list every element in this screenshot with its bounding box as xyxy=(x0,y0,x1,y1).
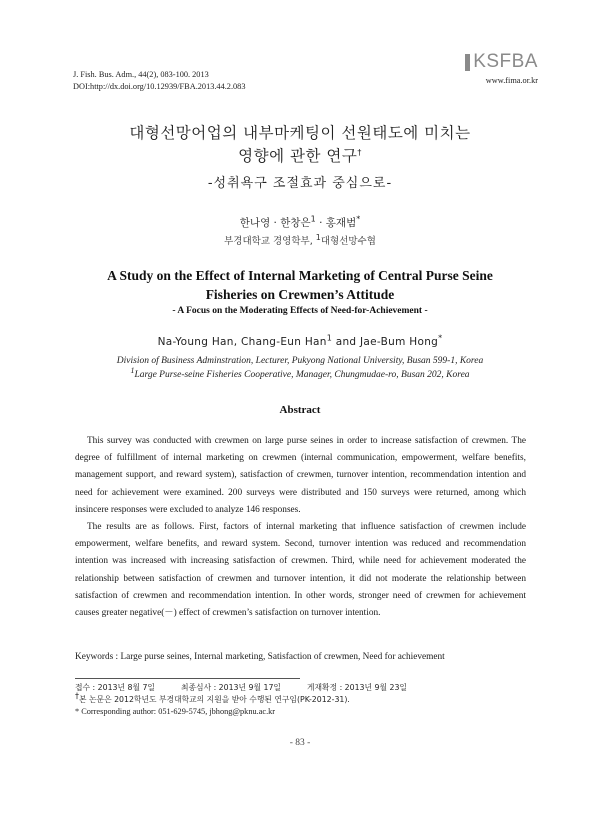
english-title xyxy=(0,266,600,304)
korean-title-line2: 영향에 관한 연구† xyxy=(238,147,362,165)
funding-note: †본 논문은 2012학년도 부경대학교의 지원을 받아 수행된 연구임(PK-2012-31). xyxy=(75,691,350,704)
english-authors: Na-Young Han, Chang-Eun Han$^1$ and Jae-Bum Hong* xyxy=(157,333,443,348)
english-affiliations xyxy=(0,354,600,382)
received-date: 접수 : 2013년 8월 7일 xyxy=(75,683,155,692)
korean-title-line1: 대형선망어업의 내부마케팅이 선원태도에 미치는 xyxy=(129,124,471,142)
english-subtitle: - A Focus on the Moderating Effects of Need-for-Achievement - xyxy=(172,306,428,316)
abstract-body xyxy=(75,433,526,622)
website-link[interactable]: www.fima.or.kr xyxy=(485,75,538,85)
affiliation-line2: $^1$Large Purse-seine Fisheries Cooperative, Manager, Chungmudae-ro, Busan 202, Korea xyxy=(130,365,470,380)
footnote-divider xyxy=(75,678,300,679)
affiliation-line1: Division of Business Adminstration, Lecturer, Pukyong National University, Busan 599-1, Korea xyxy=(116,356,484,366)
submission-dates xyxy=(75,682,433,694)
revised-date: 최종심사 : 2013년 9월 17일 xyxy=(180,683,281,692)
author-name: 홍재범 xyxy=(325,217,357,229)
korean-title xyxy=(0,122,600,168)
english-title-line1: A Study on the Effect of Internal Marketing of Central Purse Seine xyxy=(107,268,493,283)
korean-subtitle: -성취욕구 조절효과 중심으로- xyxy=(207,176,393,191)
doi-link[interactable]: DOI:http://dx.doi.org/10.12939/FBA.2013.44.2.083 xyxy=(73,81,246,91)
korean-affiliations: 부경대학교 경영학부, $^1$대형선망수협 xyxy=(224,232,376,247)
author-name: 한창은 xyxy=(280,217,311,229)
ksfba-logo xyxy=(465,51,538,73)
logo-text: KSFBA xyxy=(473,51,538,72)
journal-citation: J. Fish. Bus. Adm., 44(2), 083-100. 2013 xyxy=(73,70,209,79)
logo-bar-icon xyxy=(465,54,470,71)
publisher-logo-block xyxy=(465,51,538,85)
author-name: 한나영 xyxy=(239,217,271,229)
english-title-line2: Fisheries on Crewmen’s Attitude xyxy=(205,287,395,302)
keywords: Keywords : Large purse seines, Internal marketing, Satisfaction of crewmen, Need for achievement xyxy=(75,652,445,662)
korean-authors: 한나영 · 한창은$^1$ · 홍재범* xyxy=(239,214,361,229)
abstract-paragraph: This survey was conducted with crewmen on large purse seines in order to increase satisfaction of crewmen. The degree of fulfillment of internal marketing on crewmen (internal communication, empowerment, welfare benefits, management support, and reward system), satisfaction of crewmen, turnover intention, recommendation intention and need for achievement were examined. 200 surveys were distributed and 150 surveys were returned, among which insincere responses were excluded to analyze 146 responses. xyxy=(75,436,526,515)
accepted-date: 게재확정 : 2013년 9월 23일 xyxy=(306,683,407,692)
journal-info xyxy=(73,69,245,92)
abstract-paragraph: The results are as follows. First, factors of internal marketing that influence satisfaction of crewmen include empowerment, welfare benefits, and reward system. Second, turnover intention was reduced and recommendation intention was increased with increasing satisfaction of crewmen. Third, while need for achievement moderated the relationship between satisfaction of crewmen and turnover intention, it did not moderate the relationship between satisfaction of crewmen and recommendation intention. In other words, stronger need of crewmen for achievement causes greater negative(－) effect of crewmen’s satisfaction on turnover intention. xyxy=(75,522,526,619)
footnotes xyxy=(75,682,433,718)
abstract-heading: Abstract xyxy=(279,404,321,416)
corresponding-author: * Corresponding author: 051-629-5745, jbhong@pknu.ac.kr xyxy=(75,707,276,716)
page-number: - 83 - xyxy=(289,738,311,748)
